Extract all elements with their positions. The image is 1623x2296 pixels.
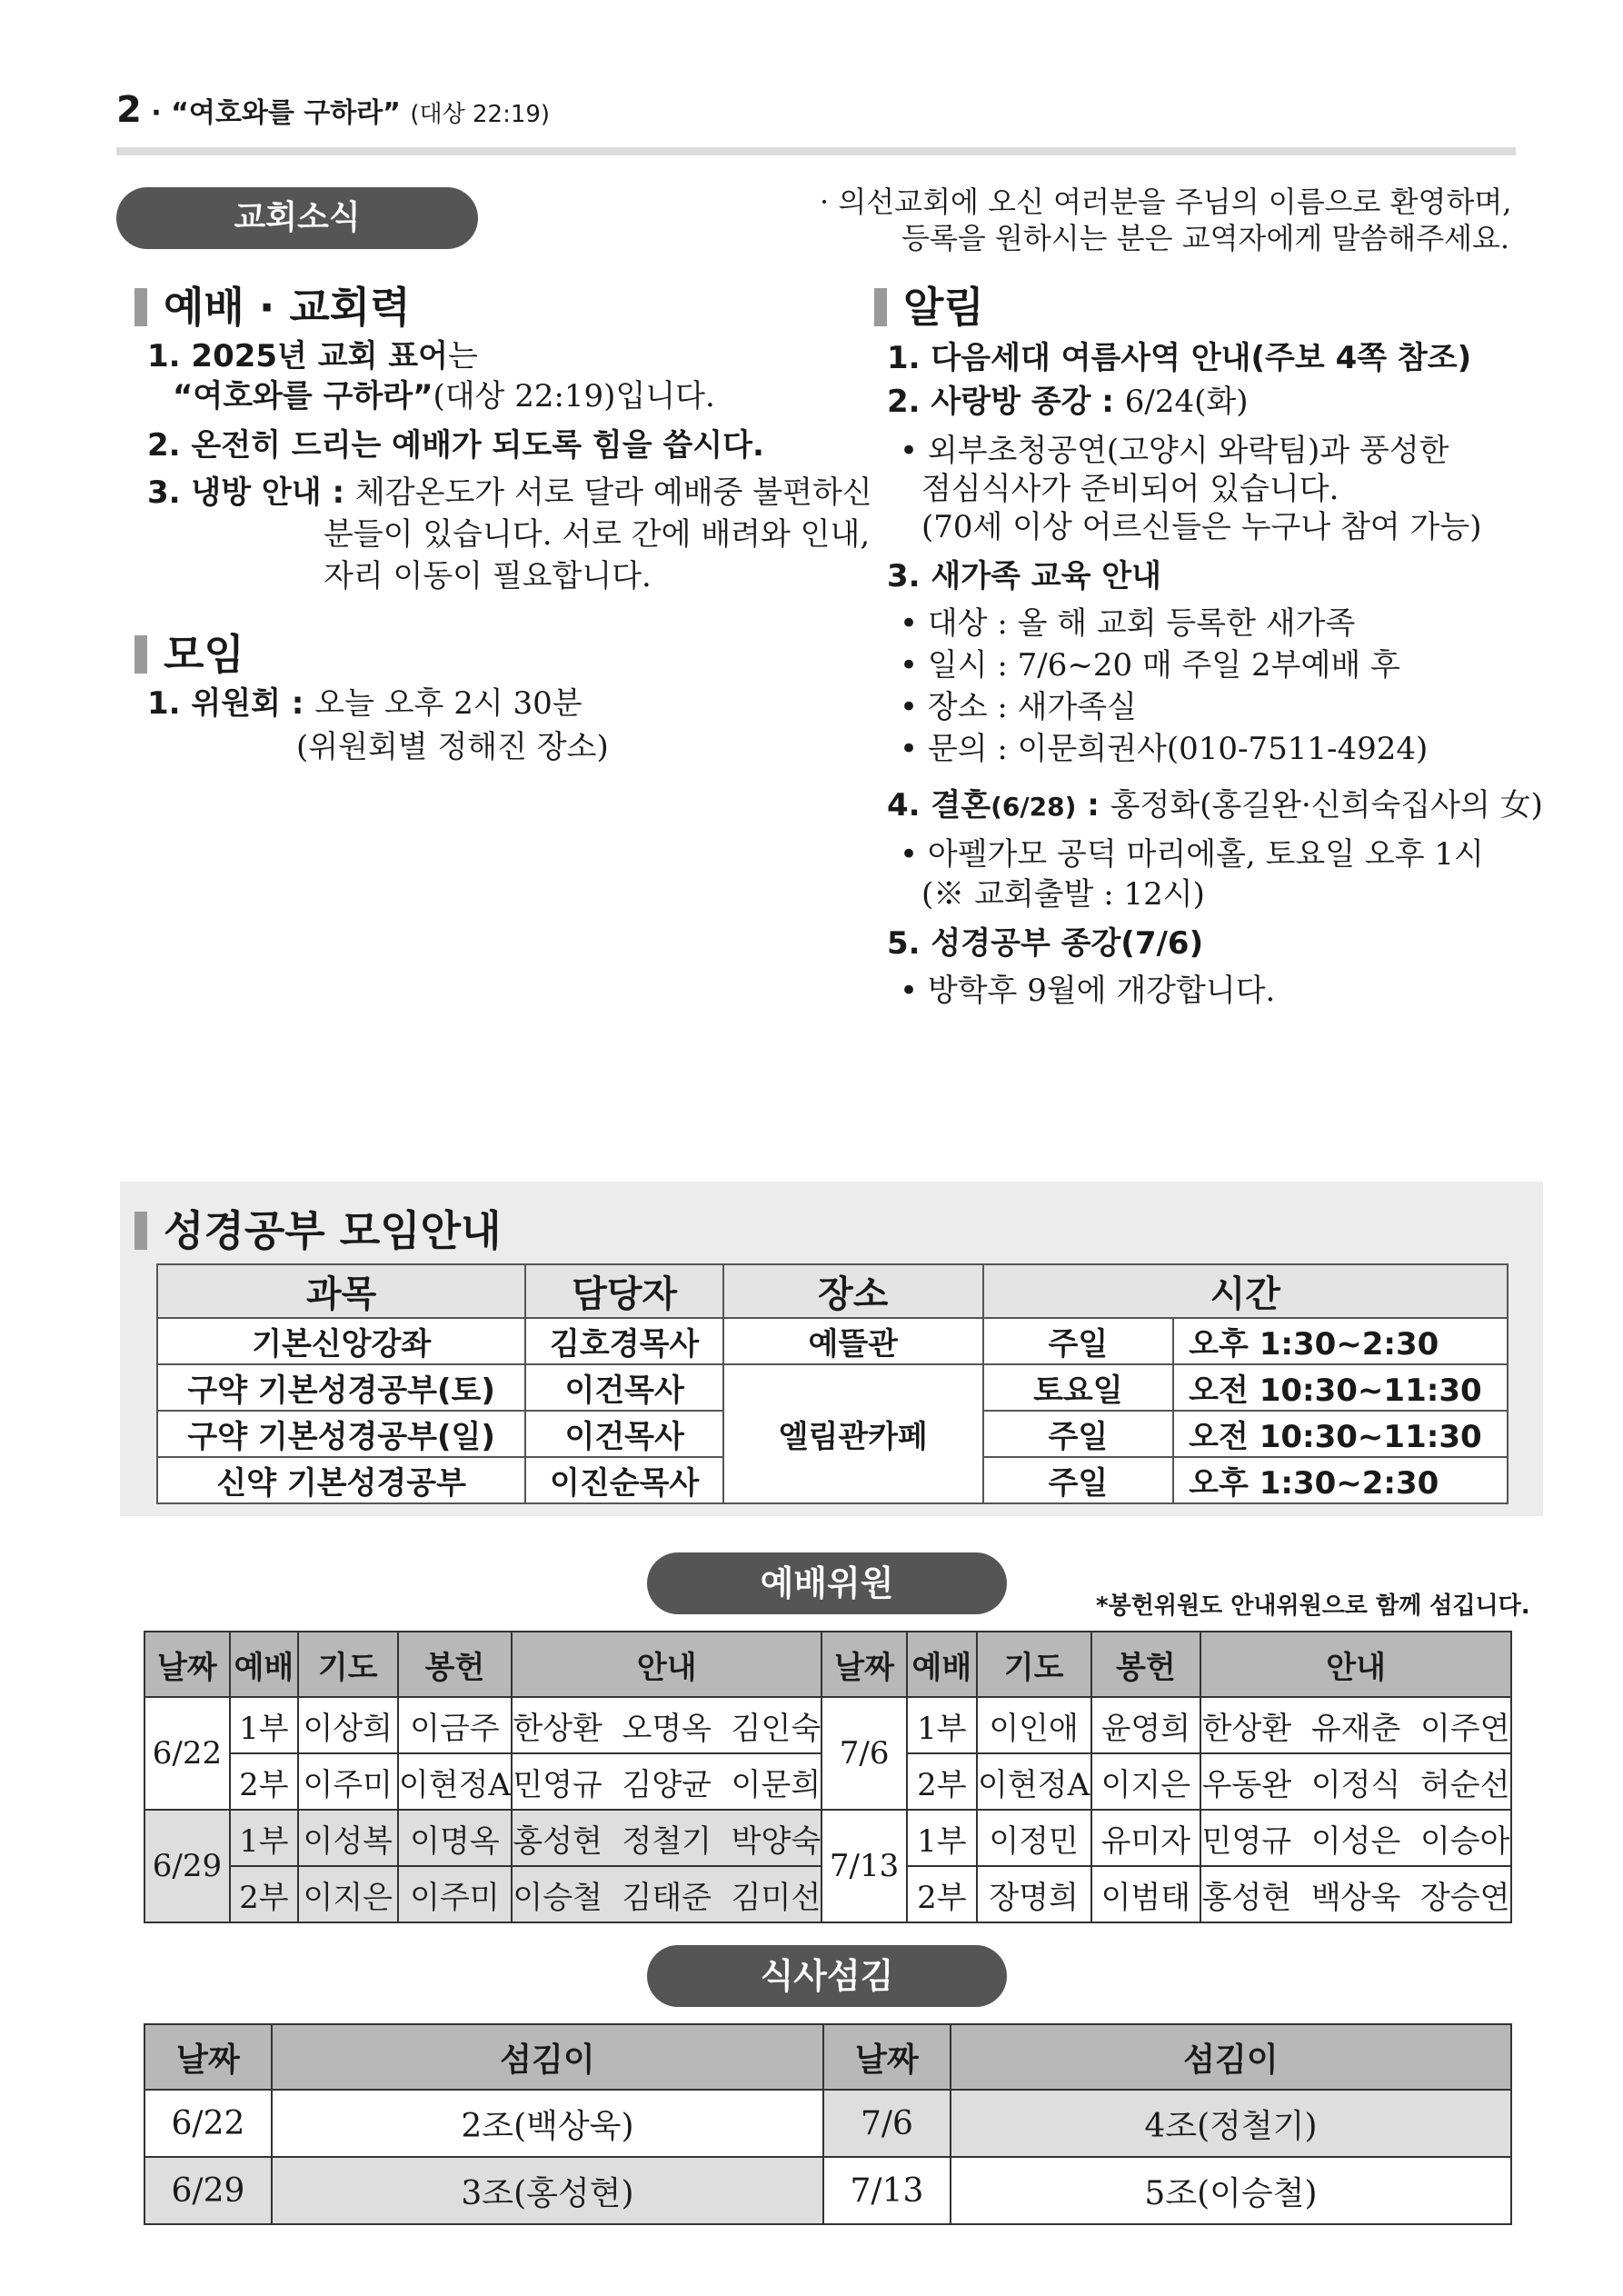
- notice-item-3-bullet-1: • 대상 : 올 해 교회 등록한 새가족: [900, 605, 1356, 642]
- guide-cell: 민영규 김양균 이문희: [512, 1753, 821, 1810]
- header-offering: 봉헌: [1091, 1632, 1201, 1697]
- service-cell: 2부: [230, 1753, 298, 1810]
- meeting-item-1-bold: 1. 위원회 :: [147, 685, 315, 722]
- course-cell: 구약 기본성경공부(일): [157, 1411, 525, 1457]
- notice-item-2-bullet: • 외부초청공연(고양시 와락팀)과 풍성한: [900, 433, 1449, 469]
- header-service: 예배: [230, 1632, 298, 1697]
- day-cell: 주일: [983, 1411, 1174, 1457]
- notice-item-1: [887, 338, 1471, 378]
- notice-item-2-bullet-l2: 점심식사가 준비되어 있습니다.: [921, 471, 1339, 507]
- worship-item-3: [147, 473, 872, 513]
- time-cell: 오후 1:30~2:30: [1173, 1318, 1508, 1364]
- guide-cell: 홍성현 백상욱 장승연: [1200, 1866, 1511, 1922]
- notice-item-3-text: 3. 새가족 교육 안내: [887, 558, 1161, 594]
- date-cell: 6/29: [144, 1810, 230, 1922]
- prayer-cell: 이현정A: [977, 1753, 1091, 1810]
- welcome-line-1: · 의선교회에 오신 여러분을 주님의 이름으로 환영하며,: [820, 185, 1512, 219]
- notice-item-5-text: 5. 성경공부 종강(7/6): [887, 925, 1204, 962]
- table-row: [157, 1364, 1508, 1411]
- header-date: 날짜: [144, 2024, 272, 2090]
- table-row: [144, 2157, 1511, 2224]
- service-cell: 1부: [907, 1697, 977, 1753]
- header-motto-ref: (대상 22:19): [410, 101, 551, 128]
- prayer-cell: 이상희: [298, 1697, 398, 1753]
- service-cell: 2부: [907, 1866, 977, 1922]
- worship-item-3-bold: 3. 냉방 안내 :: [147, 474, 355, 511]
- section-bar: [134, 1212, 147, 1250]
- header-date: 날짜: [823, 2024, 951, 2090]
- worship-item-1: [147, 336, 478, 376]
- notice-item-4-bold: 4. 결혼: [887, 787, 991, 824]
- guide-cell: 한상환 오명옥 김인숙: [512, 1697, 821, 1753]
- place-cell: 예뜰관: [723, 1318, 983, 1364]
- notice-item-2-bullet-l3: (70세 이상 어르신들은 누구나 참여 가능): [921, 509, 1482, 545]
- server-cell: 3조(홍성현): [272, 2157, 823, 2224]
- header-prayer: 기도: [977, 1632, 1091, 1697]
- notice-item-3: [887, 556, 1161, 596]
- worship-item-3-line3: 자리 이동이 필요합니다.: [324, 558, 652, 594]
- date-cell: 7/6: [821, 1697, 907, 1810]
- header-divider: [116, 147, 1516, 155]
- worship-item-1-rest: 는: [447, 338, 478, 374]
- notice-title-text: 알림: [903, 283, 984, 332]
- meeting-title-text: 모임: [164, 630, 244, 679]
- date-cell: 7/13: [823, 2157, 951, 2224]
- header-time: 시간: [983, 1264, 1508, 1318]
- day-cell: 토요일: [983, 1364, 1174, 1411]
- header-prayer: 기도: [298, 1632, 398, 1697]
- course-cell: 신약 기본성경공부: [157, 1457, 525, 1503]
- meeting-section-title: [134, 622, 244, 682]
- notice-item-4-rest: 홍정화(홍길완·신희숙집사의 女): [1110, 787, 1543, 824]
- page-number: 2: [116, 89, 142, 131]
- header-motto: “여호와를 구하라”: [171, 97, 401, 129]
- service-cell: 1부: [907, 1810, 977, 1866]
- worship-item-2: [147, 425, 764, 465]
- header-service: 예배: [907, 1632, 977, 1697]
- header-server: 섬김이: [272, 2024, 823, 2090]
- guide-cell: 한상환 유재춘 이주연: [1200, 1697, 1511, 1753]
- notice-item-3-bullet-3: • 장소 : 새가족실: [900, 689, 1137, 725]
- section-bar: [134, 635, 147, 674]
- worship-committee-note: *봉헌위원도 안내위원으로 함께 섬깁니다.: [1096, 1592, 1530, 1620]
- notice-item-4: [887, 785, 1543, 827]
- section-bar: [134, 288, 147, 326]
- notice-section-title: [874, 275, 984, 334]
- bible-study-table: [156, 1263, 1508, 1504]
- header-server: 섬김이: [951, 2024, 1511, 2090]
- table-header-row: [144, 1632, 1511, 1697]
- guide-cell: 우동완 이정식 허순선: [1200, 1753, 1511, 1810]
- course-cell: 기본신앙강좌: [157, 1318, 525, 1364]
- server-cell: 2조(백상욱): [272, 2090, 823, 2157]
- time-cell: 오전 10:30~11:30: [1173, 1411, 1508, 1457]
- section-bar: [874, 288, 887, 326]
- time-cell: 오전 10:30~11:30: [1173, 1364, 1508, 1411]
- table-header-row: [144, 2024, 1511, 2090]
- notice-item-1-text: 1. 다음세대 여름사역 안내(주보 4쪽 참조): [887, 340, 1472, 376]
- worship-item-3-line2: 분들이 있습니다. 서로 간에 배려와 인내,: [324, 516, 871, 553]
- date-cell: 7/6: [823, 2090, 951, 2157]
- offering-cell: 이지은: [1091, 1753, 1201, 1810]
- offering-cell: 이범태: [1091, 1866, 1201, 1922]
- offering-cell: 이현정A: [398, 1753, 513, 1810]
- church-news-pill: 교회소식: [116, 187, 478, 249]
- worship-item-3-line1: 체감온도가 서로 달라 예배중 불편하신: [354, 474, 872, 511]
- notice-item-3-bullet-4: • 문의 : 이문희권사(010-7511-4924): [900, 731, 1429, 767]
- notice-item-5-bullet: • 방학후 9월에 개강합니다.: [900, 973, 1276, 1009]
- offering-cell: 유미자: [1091, 1810, 1201, 1866]
- worship-item-1-bold: 1. 2025년 교회 표어: [147, 338, 448, 374]
- leader-cell: 김호경목사: [525, 1318, 723, 1364]
- leader-cell: 이건목사: [525, 1364, 723, 1411]
- notice-item-2-bold: 2. 사랑방 종강 :: [887, 384, 1125, 420]
- leader-cell: 이건목사: [525, 1411, 723, 1457]
- worship-item-2-text: 2. 온전히 드리는 예배가 되도록 힘을 씁시다.: [147, 427, 764, 464]
- motto-rest: (대상 22:19)입니다.: [433, 378, 715, 414]
- table-row: [144, 2090, 1511, 2157]
- date-cell: 6/29: [144, 2157, 272, 2224]
- meal-service-table: [144, 2023, 1512, 2225]
- header-course: 과목: [157, 1264, 525, 1318]
- server-cell: 5조(이승철): [951, 2157, 1511, 2224]
- motto-bold: “여호와를 구하라”: [173, 378, 433, 414]
- welcome-line-2: 등록을 원하시는 분은 교역자에게 말씀해주세요.: [901, 221, 1510, 255]
- date-cell: 6/22: [144, 1697, 230, 1810]
- offering-cell: 윤영희: [1091, 1697, 1201, 1753]
- time-cell: 오후 1:30~2:30: [1173, 1457, 1508, 1503]
- leader-cell: 이진순목사: [525, 1457, 723, 1503]
- header-date: 날짜: [144, 1632, 230, 1697]
- day-cell: 주일: [983, 1318, 1174, 1364]
- service-cell: 2부: [230, 1866, 298, 1922]
- service-cell: 1부: [230, 1697, 298, 1753]
- table-row: [144, 1697, 1511, 1753]
- meal-service-pill: 식사섬김: [647, 1945, 1007, 2007]
- notice-item-2-rest: 6/24(화): [1124, 384, 1249, 420]
- prayer-cell: 장명희: [977, 1866, 1091, 1922]
- server-cell: 4조(정철기): [951, 2090, 1511, 2157]
- header-separator: ·: [151, 97, 162, 129]
- bible-study-title-text: 성경공부 모임안내: [164, 1206, 502, 1255]
- header-date: 날짜: [821, 1632, 907, 1697]
- worship-title-text: 예배 · 교회력: [164, 283, 411, 332]
- place-cell: 엘림관카페: [723, 1364, 983, 1503]
- worship-committee-pill: 예배위원: [647, 1552, 1007, 1614]
- bible-study-title: [134, 1198, 502, 1258]
- header-offering: 봉헌: [398, 1632, 513, 1697]
- notice-item-4-date: (6/28): [991, 792, 1077, 822]
- meeting-item-1-line2: (위원회별 정해진 장소): [296, 729, 609, 765]
- notice-item-5: [887, 923, 1203, 963]
- date-cell: 6/22: [144, 2090, 272, 2157]
- offering-cell: 이명옥: [398, 1810, 513, 1866]
- prayer-cell: 이주미: [298, 1753, 398, 1810]
- worship-section-title: [134, 275, 411, 334]
- day-cell: 주일: [983, 1457, 1174, 1503]
- prayer-cell: 이정민: [977, 1810, 1091, 1866]
- table-header-row: [157, 1264, 1508, 1318]
- prayer-cell: 이성복: [298, 1810, 398, 1866]
- service-cell: 1부: [230, 1810, 298, 1866]
- notice-item-2: [887, 382, 1248, 422]
- offering-cell: 이금주: [398, 1697, 513, 1753]
- guide-cell: 이승철 김태준 김미선: [512, 1866, 821, 1922]
- course-cell: 구약 기본성경공부(토): [157, 1364, 525, 1411]
- notice-item-4-colon: :: [1076, 787, 1110, 824]
- prayer-cell: 이인애: [977, 1697, 1091, 1753]
- meeting-item-1: [147, 684, 582, 724]
- offering-cell: 이주미: [398, 1866, 513, 1922]
- worship-committee-table: [144, 1631, 1512, 1923]
- table-row: [157, 1318, 1508, 1364]
- date-cell: 7/13: [821, 1810, 907, 1922]
- notice-item-4-bullet: • 아펠가모 공덕 마리에홀, 토요일 오후 1시: [900, 836, 1484, 873]
- table-row: [144, 1810, 1511, 1866]
- guide-cell: 민영규 이성은 이승아: [1200, 1810, 1511, 1866]
- notice-item-4-bullet-l2: (※ 교회출발 : 12시): [921, 876, 1205, 913]
- notice-item-3-bullet-2: • 일시 : 7/6~20 매 주일 2부예배 후: [900, 647, 1400, 684]
- page-header: [116, 89, 550, 131]
- prayer-cell: 이지은: [298, 1866, 398, 1922]
- header-guide: 안내: [512, 1632, 821, 1697]
- header-leader: 담당자: [525, 1264, 723, 1318]
- worship-item-1-line2: [173, 376, 715, 416]
- meeting-item-1-line1: 오늘 오후 2시 30분: [314, 685, 582, 722]
- header-guide: 안내: [1200, 1632, 1511, 1697]
- service-cell: 2부: [907, 1753, 977, 1810]
- guide-cell: 홍성현 정철기 박양숙: [512, 1810, 821, 1866]
- header-place: 장소: [723, 1264, 983, 1318]
